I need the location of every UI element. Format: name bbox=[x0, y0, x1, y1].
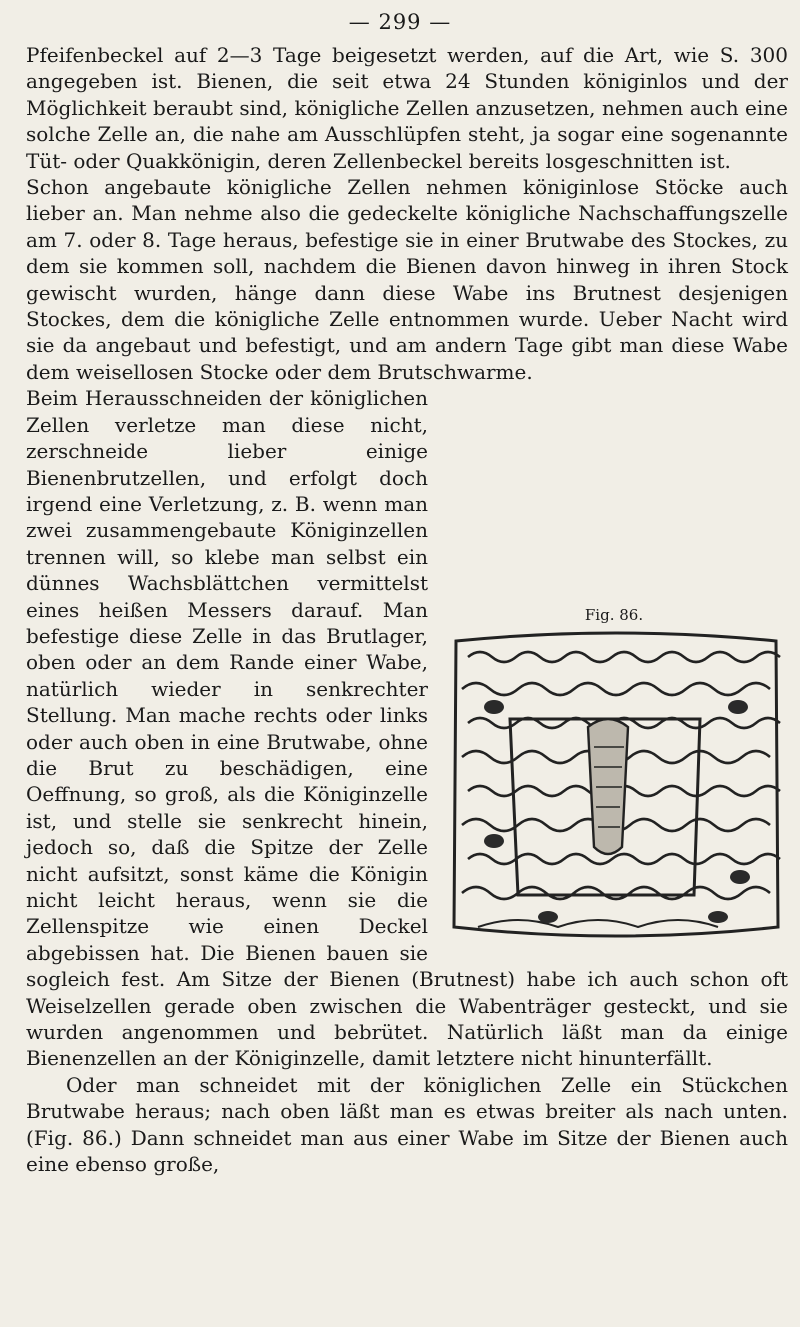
paragraph-1: Pfeifenbeckel auf 2—3 Tage beigesetzt werden, auf die Art, wie S. 300 angegeben ist. Bienen, die seit etwa 24 Stunden königinlos und der Möglichkeit beraubt sind, königliche Zellen anzusetzen, nehmen auch eine solche Zelle an, die nahe am Ausschlüpfen steht, ja sogar eine sogenannte Tüt- oder Quakkönigin, deren Zellenbeckel bereits losgeschnitten ist. bbox=[26, 43, 788, 173]
figure-label: Fig. 86. bbox=[584, 606, 644, 625]
paragraph-2: Schon angebaute königliche Zellen nehmen königinlose Stöcke auch lieber an. Man nehme also die gedeckelte königliche Nachschaffungszelle am 7. oder 8. Tage heraus, befestige sie in einer Brutwabe des Stockes, zu dem sie kommen soll, nachdem die Bienen davon hinweg in ihren Stock gewischt wurden, hänge dann diese Wabe ins Brutnest desjenigen Stockes, dem die königliche Zelle entnommen wurde. Ueber Nacht wird sie da angebaut und befestigt, und am andern Tage gibt man diese Wabe dem weisellosen Stocke oder dem Brutschwarme. bbox=[26, 175, 788, 384]
paragraph-4: Oder man schneidet mit der königlichen Zelle ein Stückchen Brutwabe heraus; nach oben läßt man es etwas breiter als nach unten. (Fig. 86.) Dann schneidet man aus einer Wabe im Sitze der Bienen auch eine ebenso große, bbox=[26, 1072, 788, 1177]
paragraph-3: Beim Herausschneiden der königlichen Zellen verletze man diese nicht, zerschneide lieber einige Bienenbrutzellen, und erfolgt doch irgend eine Verletzung, z. B. wenn man zwei zusammengebaute Königinzellen trennen will, so klebe man selbst ein dünnes Wachsblättchen vermittelst eines heißen Messers darauf. Man befestige diese Zelle in das Brutlager, oben oder an dem Rande einer Wabe, natürlich wieder in senkrechter Stellung. Man mache rechts oder links oder auch oben in eine Brutwabe, ohne die Brut zu beschädigen, eine Oeffnung, so groß, als die Königinzelle ist, und stelle sie senkrecht hinein, jedoch so, daß die Spitze der Zelle nicht aufsitzt, sonst käme die Königin nicht leicht heraus, wenn sie die Zellenspitze wie einen Deckel abgebissen hat. Die Bienen bauen sie sogleich fest. Am Sitze der Bienen (Brutnest) habe ich auch schon oft Weiselzellen gerade oben zwischen die Wabenträger gesteckt, und sie wurden angenommen und bebrütet. Natürlich läßt man da einige Bienenzellen an der Königinzelle, damit letztere nicht hinunterfällt. bbox=[26, 386, 788, 1071]
page-number: — 299 — bbox=[348, 10, 452, 34]
body-text bbox=[26, 42, 788, 1177]
figure-86 bbox=[440, 605, 788, 955]
honeycomb-illustration bbox=[448, 627, 784, 947]
